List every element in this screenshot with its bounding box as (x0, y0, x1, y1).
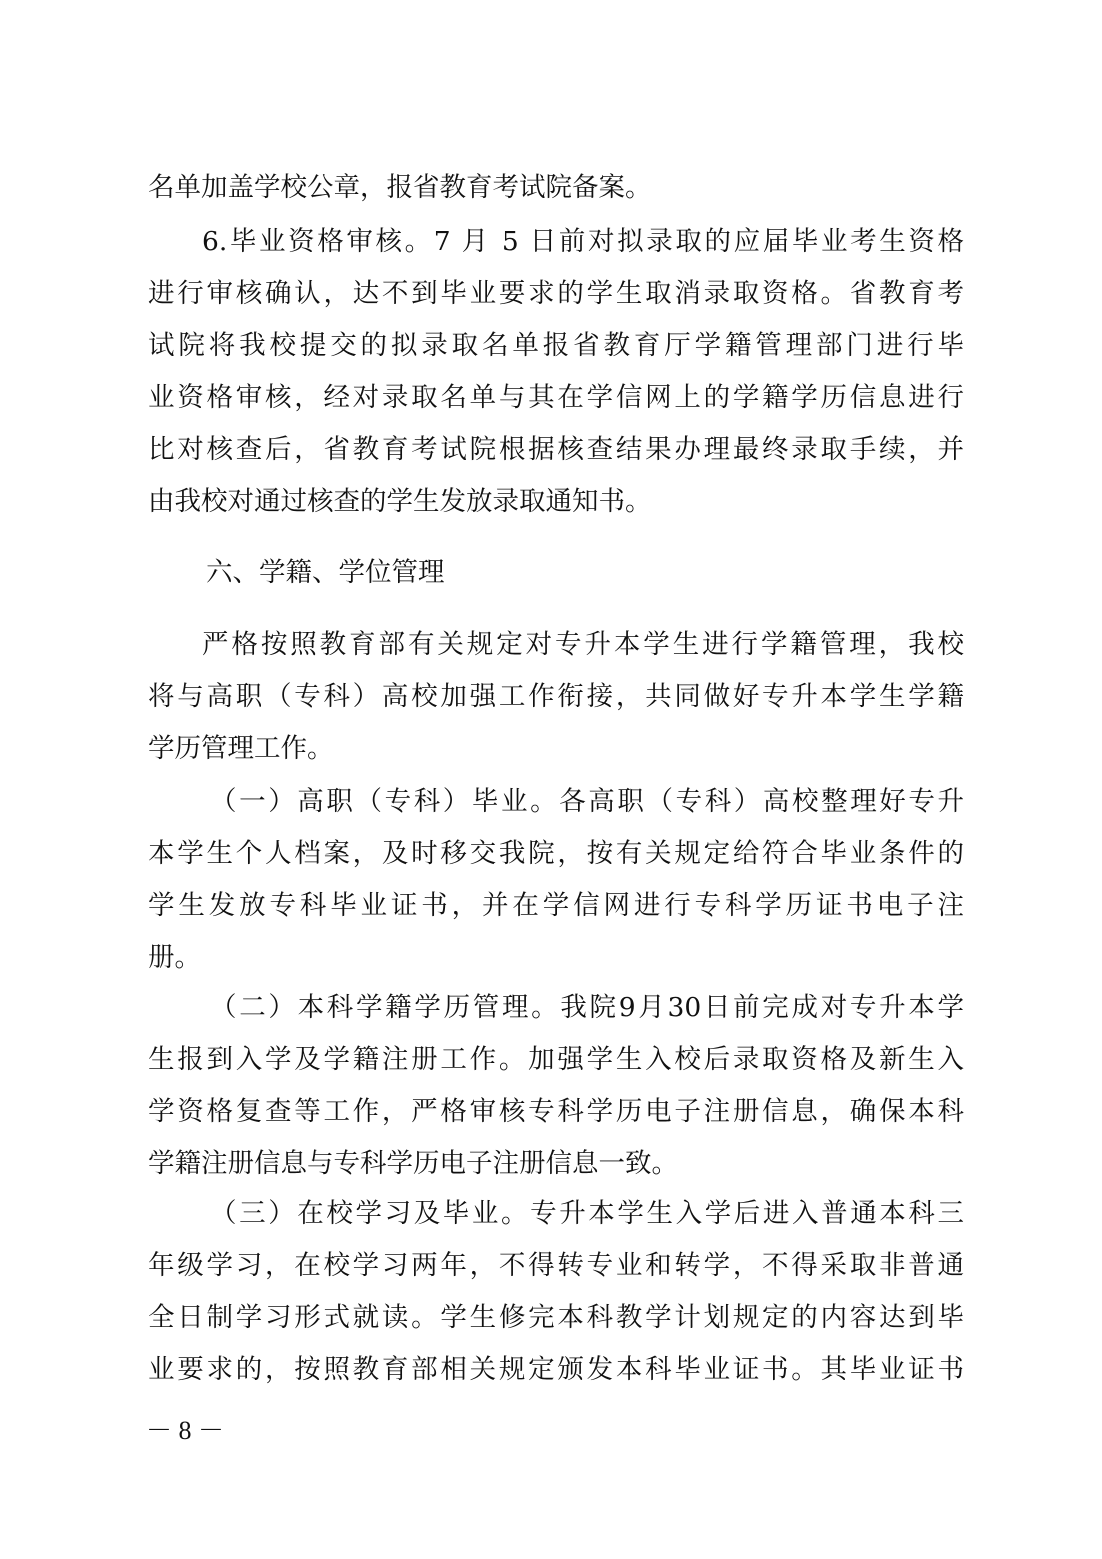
paragraph-line: 学籍注册信息与专科学历电子注册信息一致。 (148, 1148, 678, 1179)
paragraph-line: 名单加盖学校公章，报省教育考试院备案。 (148, 172, 652, 203)
paragraph-line: （一）高职（专科）毕业。各高职（专科）高校整理好专升 (210, 786, 964, 817)
paragraph-line: 6.毕业资格审核。7 月 5 日前对拟录取的应届毕业考生资格 (202, 226, 964, 257)
paragraph-line: 业资格审核，经对录取名单与其在学信网上的学籍学历信息进行 (148, 382, 964, 413)
paragraph-line: 严格按照教育部有关规定对专升本学生进行学籍管理，我校 (202, 629, 964, 660)
paragraph-line: 生报到入学及学籍注册工作。加强学生入校后录取资格及新生入 (148, 1044, 964, 1075)
paragraph-line: 由我校对通过核查的学生发放录取通知书。 (148, 486, 652, 517)
paragraph-line: 册。 (148, 942, 201, 973)
paragraph-line: （三）在校学习及毕业。专升本学生入学后进入普通本科三 (210, 1198, 964, 1229)
paragraph-line: 本学生个人档案，及时移交我院，按有关规定给符合毕业条件的 (148, 838, 964, 869)
paragraph-line: 试院将我校提交的拟录取名单报省教育厅学籍管理部门进行毕 (148, 330, 964, 361)
section-heading: 六、学籍、学位管理 (206, 557, 445, 588)
page-number: － 8 － (146, 1416, 225, 1445)
paragraph-line: 业要求的，按照教育部相关规定颁发本科毕业证书。其毕业证书 (148, 1354, 964, 1385)
paragraph-line: 学资格复查等工作，严格审核专科学历电子注册信息，确保本科 (148, 1096, 964, 1127)
paragraph-line: （二）本科学籍学历管理。我院9月30日前完成对专升本学 (210, 992, 964, 1023)
paragraph-line: 进行审核确认，达不到毕业要求的学生取消录取资格。省教育考 (148, 278, 964, 309)
paragraph-line: 学历管理工作。 (148, 733, 334, 764)
paragraph-line: 全日制学习形式就读。学生修完本科教学计划规定的内容达到毕 (148, 1302, 964, 1333)
paragraph-line: 年级学习，在校学习两年，不得转专业和转学，不得采取非普通 (148, 1250, 964, 1281)
paragraph-line: 学生发放专科毕业证书，并在学信网进行专科学历证书电子注 (148, 890, 964, 921)
paragraph-line: 将与高职（专科）高校加强工作衔接，共同做好专升本学生学籍 (148, 681, 964, 712)
paragraph-line: 比对核查后，省教育考试院根据核查结果办理最终录取手续，并 (148, 434, 964, 465)
